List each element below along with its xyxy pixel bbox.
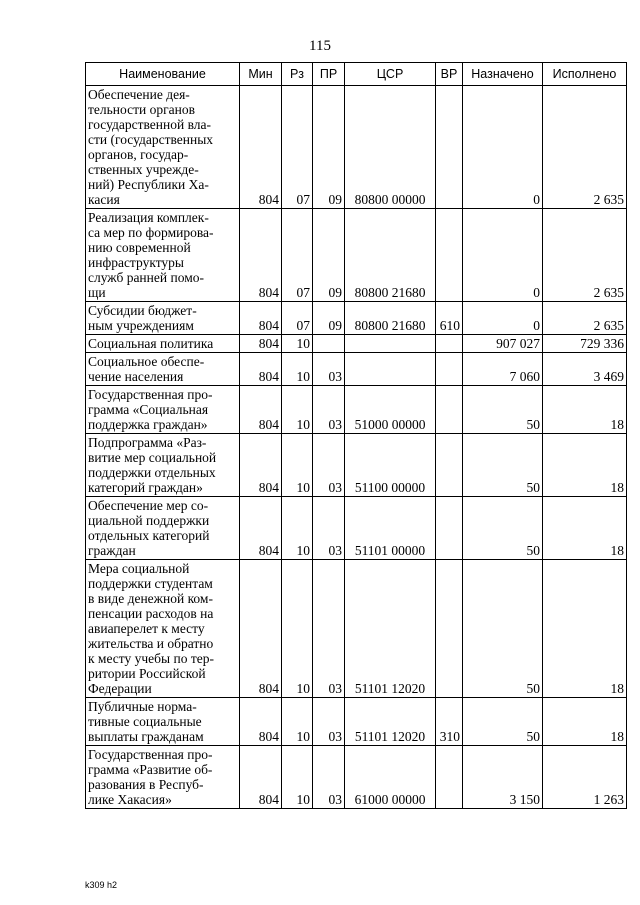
cell-planned: 7 060 bbox=[463, 353, 543, 386]
cell-min: 804 bbox=[240, 209, 282, 302]
cell-name-line: Обеспечение дея- bbox=[88, 87, 190, 102]
cell-name-line: служб ранней помо- bbox=[88, 270, 204, 285]
cell-planned: 0 bbox=[463, 86, 543, 209]
table-row bbox=[86, 386, 627, 434]
cell-name bbox=[86, 497, 240, 560]
cell-planned: 50 bbox=[463, 560, 543, 698]
header-planned: Назначено bbox=[463, 63, 543, 86]
cell-csr: 61000 00000 bbox=[345, 746, 436, 809]
cell-name bbox=[86, 353, 240, 386]
cell-pr: 03 bbox=[313, 746, 345, 809]
cell-name-line: тивные социальные bbox=[88, 714, 202, 729]
cell-pr: 03 bbox=[313, 497, 345, 560]
cell-vr bbox=[436, 209, 463, 302]
cell-rz: 10 bbox=[282, 353, 313, 386]
table-row bbox=[86, 209, 627, 302]
header-rz: Рз bbox=[282, 63, 313, 86]
cell-pr: 03 bbox=[313, 353, 345, 386]
cell-rz: 10 bbox=[282, 560, 313, 698]
cell-csr: 80800 21680 bbox=[345, 302, 436, 335]
header-min: Мин bbox=[240, 63, 282, 86]
cell-min: 804 bbox=[240, 335, 282, 353]
cell-name-line: щи bbox=[88, 285, 106, 300]
budget-table bbox=[85, 62, 627, 809]
cell-name bbox=[86, 209, 240, 302]
cell-csr: 51101 12020 bbox=[345, 560, 436, 698]
cell-name-line: ственных учрежде- bbox=[88, 162, 199, 177]
table-row bbox=[86, 86, 627, 209]
cell-vr: 310 bbox=[436, 698, 463, 746]
cell-planned: 0 bbox=[463, 209, 543, 302]
cell-pr: 09 bbox=[313, 302, 345, 335]
cell-min: 804 bbox=[240, 353, 282, 386]
cell-name-line: отдельных категорий bbox=[88, 528, 210, 543]
cell-min: 804 bbox=[240, 560, 282, 698]
cell-min: 804 bbox=[240, 497, 282, 560]
cell-planned: 907 027 bbox=[463, 335, 543, 353]
cell-csr: 51101 12020 bbox=[345, 698, 436, 746]
cell-executed: 2 635 bbox=[543, 302, 627, 335]
cell-name-line: авиаперелет к месту bbox=[88, 621, 205, 636]
cell-name-line: Государственная про- bbox=[88, 747, 213, 762]
header-executed: Исполнено bbox=[543, 63, 627, 86]
cell-name-line: государственной вла- bbox=[88, 117, 212, 132]
header-name: Наименование bbox=[86, 63, 240, 86]
cell-name-line: лике Хакасия» bbox=[88, 792, 172, 807]
cell-min: 804 bbox=[240, 86, 282, 209]
cell-name-line: тельности органов bbox=[88, 102, 195, 117]
table-row bbox=[86, 353, 627, 386]
cell-name-line: Реализация комплек- bbox=[88, 210, 209, 225]
cell-name-line: грамма «Развитие об- bbox=[88, 762, 213, 777]
cell-name-line: Публичные норма- bbox=[88, 699, 197, 714]
table-row bbox=[86, 746, 627, 809]
cell-vr bbox=[436, 746, 463, 809]
cell-name bbox=[86, 302, 240, 335]
cell-name-line: ний) Республики Ха- bbox=[88, 177, 209, 192]
cell-name-line: инфраструктуры bbox=[88, 255, 184, 270]
cell-name-line: разования в Респуб- bbox=[88, 777, 204, 792]
cell-planned: 50 bbox=[463, 434, 543, 497]
cell-name-line: выплаты гражданам bbox=[88, 729, 204, 744]
cell-name-line: пенсации расходов на bbox=[88, 606, 214, 621]
cell-vr bbox=[436, 335, 463, 353]
cell-vr: 610 bbox=[436, 302, 463, 335]
cell-name bbox=[86, 386, 240, 434]
cell-csr: 51101 00000 bbox=[345, 497, 436, 560]
cell-name-line: Социальное обеспе- bbox=[88, 354, 205, 369]
cell-csr: 80800 21680 bbox=[345, 209, 436, 302]
cell-rz: 07 bbox=[282, 209, 313, 302]
cell-executed: 18 bbox=[543, 386, 627, 434]
cell-name-line: Подпрограмма «Раз- bbox=[88, 435, 207, 450]
cell-min: 804 bbox=[240, 386, 282, 434]
cell-planned: 3 150 bbox=[463, 746, 543, 809]
cell-name-line: Обеспечение мер со- bbox=[88, 498, 209, 513]
cell-pr: 03 bbox=[313, 434, 345, 497]
cell-name bbox=[86, 560, 240, 698]
cell-name bbox=[86, 698, 240, 746]
table-header-row bbox=[86, 63, 627, 86]
cell-csr bbox=[345, 353, 436, 386]
cell-name-line: поддержка граждан» bbox=[88, 417, 208, 432]
cell-name-line: в виде денежной ком- bbox=[88, 591, 213, 606]
cell-name-line: ным учреждениям bbox=[88, 318, 194, 333]
cell-name-line: Мера социальной bbox=[88, 561, 190, 576]
page-number: 115 bbox=[309, 38, 331, 54]
cell-executed: 1 263 bbox=[543, 746, 627, 809]
cell-name-line: Государственная про- bbox=[88, 387, 213, 402]
cell-executed: 729 336 bbox=[543, 335, 627, 353]
cell-pr: 09 bbox=[313, 86, 345, 209]
cell-pr: 09 bbox=[313, 209, 345, 302]
cell-executed: 2 635 bbox=[543, 86, 627, 209]
cell-name-line: граждан bbox=[88, 543, 136, 558]
cell-executed: 18 bbox=[543, 434, 627, 497]
cell-name-line: категорий граждан» bbox=[88, 480, 203, 495]
cell-executed: 18 bbox=[543, 497, 627, 560]
table-body bbox=[86, 86, 627, 809]
cell-vr bbox=[436, 497, 463, 560]
cell-csr: 51000 00000 bbox=[345, 386, 436, 434]
cell-rz: 10 bbox=[282, 335, 313, 353]
cell-name bbox=[86, 86, 240, 209]
cell-csr bbox=[345, 335, 436, 353]
cell-name-line: к месту учебы по тер- bbox=[88, 651, 214, 666]
header-pr: ПР bbox=[313, 63, 345, 86]
header-csr: ЦСР bbox=[345, 63, 436, 86]
table-row bbox=[86, 434, 627, 497]
cell-pr: 03 bbox=[313, 386, 345, 434]
cell-name-line: Социальная политика bbox=[88, 336, 214, 351]
cell-executed: 18 bbox=[543, 698, 627, 746]
cell-executed: 3 469 bbox=[543, 353, 627, 386]
cell-name-line: циальной поддержки bbox=[88, 513, 210, 528]
cell-min: 804 bbox=[240, 698, 282, 746]
cell-name-line: грамма «Социальная bbox=[88, 402, 209, 417]
cell-name bbox=[86, 434, 240, 497]
cell-min: 804 bbox=[240, 302, 282, 335]
cell-planned: 50 bbox=[463, 698, 543, 746]
cell-pr: 03 bbox=[313, 698, 345, 746]
cell-vr bbox=[436, 386, 463, 434]
cell-vr bbox=[436, 560, 463, 698]
cell-rz: 07 bbox=[282, 302, 313, 335]
cell-executed: 18 bbox=[543, 560, 627, 698]
cell-csr: 80800 00000 bbox=[345, 86, 436, 209]
cell-name-line: Субсидии бюджет- bbox=[88, 303, 197, 318]
cell-vr bbox=[436, 434, 463, 497]
table-row bbox=[86, 497, 627, 560]
cell-name-line: Федерации bbox=[88, 681, 152, 696]
cell-vr bbox=[436, 86, 463, 209]
cell-rz: 10 bbox=[282, 746, 313, 809]
cell-name-line: чение населения bbox=[88, 369, 184, 384]
footer-code: k309 h2 bbox=[85, 880, 118, 890]
table-row bbox=[86, 698, 627, 746]
cell-name bbox=[86, 746, 240, 809]
table-row bbox=[86, 335, 627, 353]
cell-name-line: витие мер социальной bbox=[88, 450, 217, 465]
cell-pr: 03 bbox=[313, 560, 345, 698]
cell-name bbox=[86, 335, 240, 353]
cell-rz: 07 bbox=[282, 86, 313, 209]
cell-name-line: ритории Российской bbox=[88, 666, 206, 681]
cell-name-line: са мер по формирова- bbox=[88, 225, 214, 240]
header-vr: ВР bbox=[436, 63, 463, 86]
cell-rz: 10 bbox=[282, 698, 313, 746]
cell-name-line: сти (государственных bbox=[88, 132, 214, 147]
cell-executed: 2 635 bbox=[543, 209, 627, 302]
cell-name-line: жительства и обратно bbox=[88, 636, 214, 651]
cell-name-line: органов, государ- bbox=[88, 147, 189, 162]
cell-vr bbox=[436, 353, 463, 386]
cell-pr bbox=[313, 335, 345, 353]
cell-rz: 10 bbox=[282, 497, 313, 560]
cell-planned: 50 bbox=[463, 386, 543, 434]
cell-rz: 10 bbox=[282, 434, 313, 497]
cell-name-line: поддержки отдельных bbox=[88, 465, 216, 480]
table-row bbox=[86, 560, 627, 698]
table-row bbox=[86, 302, 627, 335]
cell-name-line: нию современной bbox=[88, 240, 191, 255]
cell-name-line: поддержки студентам bbox=[88, 576, 213, 591]
cell-planned: 50 bbox=[463, 497, 543, 560]
cell-rz: 10 bbox=[282, 386, 313, 434]
cell-name-line: касия bbox=[88, 192, 120, 207]
cell-csr: 51100 00000 bbox=[345, 434, 436, 497]
cell-planned: 0 bbox=[463, 302, 543, 335]
cell-min: 804 bbox=[240, 434, 282, 497]
cell-min: 804 bbox=[240, 746, 282, 809]
